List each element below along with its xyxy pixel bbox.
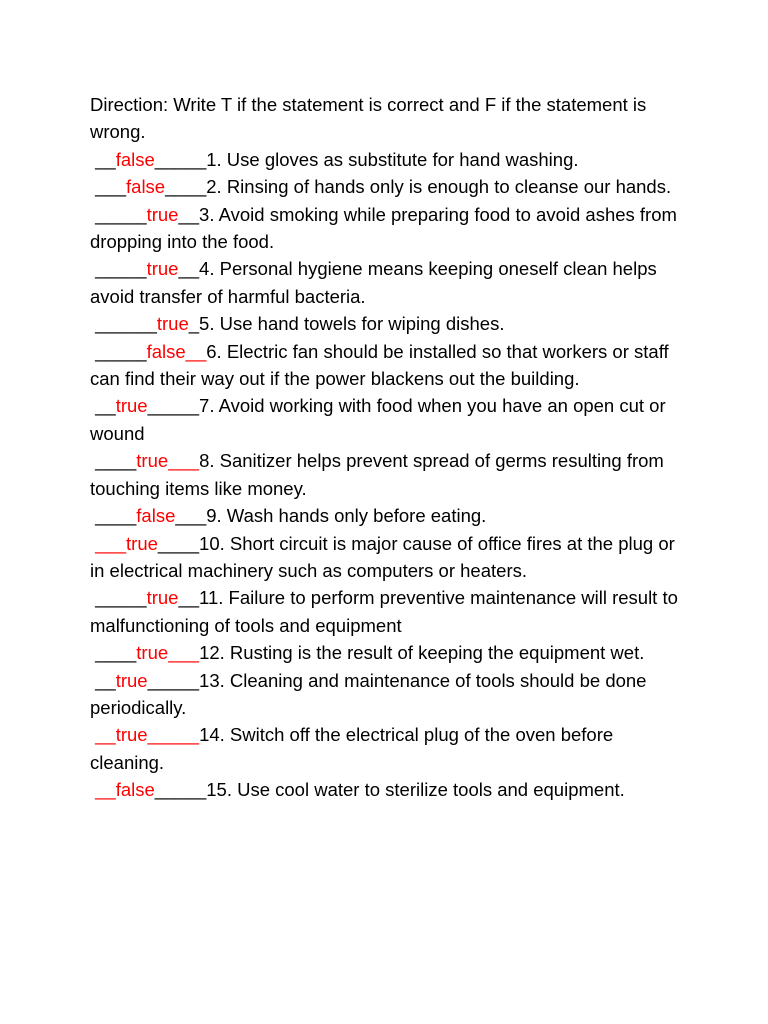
answer-text: false: [136, 505, 176, 527]
question-statement: __6. Electric fan should be installed so that workers or staff can find their way out if the power blackens out the building.: [90, 340, 674, 390]
question-item: [90, 667, 690, 722]
question-statement: __3. Avoid smoking while preparing food to avoid ashes from dropping into the food.: [90, 203, 683, 253]
question-item: [90, 447, 690, 502]
question-item: [90, 392, 690, 447]
question-statement: _____1. Use gloves as substitute for hand washing.: [154, 148, 579, 170]
answer-text: true: [115, 395, 148, 417]
answer-blank-before: _____: [90, 203, 147, 225]
question-item: [90, 173, 690, 200]
question-statement: ___9. Wash hands only before eating.: [175, 505, 487, 527]
answer-blank-before: __: [90, 669, 116, 691]
answer-text: false: [126, 176, 166, 198]
question-item: [90, 530, 690, 585]
answer-text: true: [115, 669, 148, 691]
question-statement: ____10. Short circuit is major cause of office fires at the plug or in electrical machinery such as computers or heaters.: [90, 532, 680, 581]
question-statement: _____7. Avoid working with food when you have an open cut or wound: [90, 395, 671, 444]
question-item: [90, 255, 690, 310]
answer-blank-before: __: [90, 395, 116, 417]
question-statement: ___12. Rusting is the result of keeping the equipment wet.: [168, 642, 645, 664]
answer-text: true: [136, 642, 169, 664]
answer-blank-before: ___: [90, 532, 127, 554]
question-statement: _____14. Switch off the electrical plug of the oven before cleaning.: [90, 724, 619, 773]
answer-blank-before: ____: [90, 642, 137, 664]
question-statement: __4. Personal hygiene means keeping oneself clean helps avoid transfer of harmful bacteria.: [90, 258, 662, 307]
question-item: [90, 584, 690, 639]
question-item: [90, 639, 690, 666]
answer-text: true: [156, 313, 189, 335]
question-item: [90, 721, 690, 776]
question-statement: __11. Failure to perform preventive maintenance will result to malfunctioning of tools and equipment: [90, 587, 684, 636]
question-statement: _5. Use hand towels for wiping dishes.: [188, 313, 505, 335]
answer-text: true: [146, 203, 179, 225]
question-item: [90, 201, 690, 256]
question-list: [90, 146, 690, 804]
answer-text: true: [115, 724, 148, 746]
answer-blank-before: __: [90, 148, 116, 170]
answer-text: true: [126, 532, 158, 554]
answer-blank-before: ____: [90, 505, 137, 527]
answer-blank-before: ___: [90, 176, 127, 198]
question-statement: _____13. Cleaning and maintenance of tools should be done periodically.: [90, 669, 652, 718]
question-statement: _____15. Use cool water to sterilize tools and equipment.: [154, 779, 625, 801]
answer-blank-before: __: [90, 779, 116, 801]
answer-blank-before: ______: [90, 313, 157, 335]
question-statement: ____2. Rinsing of hands only is enough to cleanse our hands.: [165, 176, 672, 198]
question-item: [90, 502, 690, 529]
answer-blank-before: __: [90, 724, 116, 746]
answer-text: false: [146, 340, 186, 362]
question-item: [90, 310, 690, 337]
question-item: [90, 776, 690, 803]
answer-blank-before: ____: [90, 450, 137, 472]
answer-text: true: [146, 587, 179, 609]
answer-text: true: [136, 450, 169, 472]
direction-text: Direction: Write T if the statement is correct and F if the statement is wrong.: [90, 94, 652, 143]
answer-blank-before: _____: [90, 258, 147, 280]
answer-blank-before: _____: [90, 587, 147, 609]
answer-blank-before: _____: [90, 340, 147, 362]
answer-text: false: [115, 148, 155, 170]
answer-text: false: [115, 779, 155, 801]
question-statement: ___8. Sanitizer helps prevent spread of germs resulting from touching items like money.: [90, 450, 669, 499]
worksheet: [90, 91, 690, 804]
question-item: [90, 146, 690, 173]
answer-text: true: [146, 258, 179, 280]
question-item: [90, 338, 690, 393]
